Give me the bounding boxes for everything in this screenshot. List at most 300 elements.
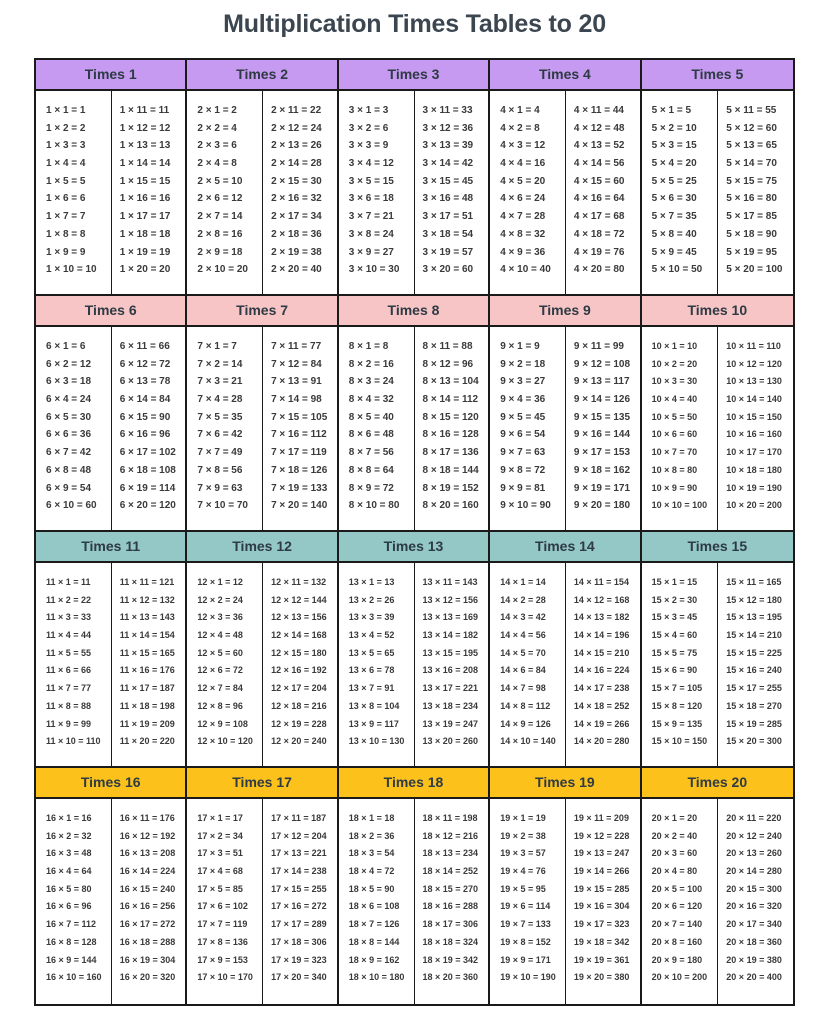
times-table-header: Times 6 <box>36 296 185 327</box>
equation: 2 × 17 = 34 <box>271 211 322 223</box>
equation: 17 × 15 = 255 <box>271 883 327 894</box>
equation: 12 × 20 = 240 <box>271 736 327 747</box>
times-table-body <box>642 327 793 530</box>
equation: 12 × 9 = 108 <box>197 718 248 729</box>
equation: 11 × 11 = 121 <box>119 577 175 587</box>
equation: 8 × 19 = 152 <box>422 482 479 494</box>
times-table-header: Times 2 <box>187 60 336 91</box>
equation: 11 × 19 = 209 <box>119 718 175 729</box>
equation: 13 × 14 = 182 <box>422 630 479 641</box>
equation: 1 × 10 = 10 <box>46 264 97 276</box>
equation: 6 × 15 = 90 <box>119 411 171 423</box>
times-table-body <box>36 327 185 530</box>
equation: 3 × 16 = 48 <box>422 193 474 205</box>
equation: 16 × 2 = 32 <box>46 830 92 841</box>
equation: 4 × 12 = 48 <box>573 122 625 134</box>
equation: 9 × 17 = 153 <box>573 447 631 459</box>
equation: 2 × 20 = 40 <box>271 264 322 276</box>
equation: 7 × 12 = 84 <box>271 358 322 370</box>
times-table-column-right <box>111 563 186 766</box>
times-table-column-left <box>187 91 262 294</box>
equation: 1 × 20 = 20 <box>119 264 171 276</box>
equation: 16 × 12 = 192 <box>119 830 176 841</box>
times-table-header: Times 15 <box>642 532 793 563</box>
equation: 13 × 20 = 260 <box>422 736 479 747</box>
equation: 14 × 19 = 266 <box>573 718 630 729</box>
times-table-4 <box>490 60 641 296</box>
equation: 12 × 19 = 228 <box>271 718 327 729</box>
equation: 10 × 11 = 110 <box>726 341 781 351</box>
equation: 10 × 10 = 100 <box>651 500 708 511</box>
equation: 9 × 18 = 162 <box>573 464 631 476</box>
equation: 11 × 17 = 187 <box>119 683 175 694</box>
times-table-header: Times 9 <box>490 296 639 327</box>
equation: 1 × 11 = 11 <box>119 105 170 116</box>
times-table-14 <box>490 532 641 768</box>
times-table-column-right <box>717 799 793 1004</box>
equation: 9 × 2 = 18 <box>500 358 546 370</box>
equation: 3 × 19 = 57 <box>422 246 474 258</box>
equation: 10 × 9 = 90 <box>651 482 698 493</box>
times-table-column-left <box>36 799 111 1004</box>
equation: 7 × 3 = 21 <box>197 376 243 388</box>
equation: 12 × 1 = 12 <box>197 577 243 587</box>
times-table-5 <box>642 60 793 296</box>
equation: 10 × 20 = 200 <box>726 500 782 511</box>
equation: 4 × 8 = 32 <box>500 228 546 240</box>
equation: 4 × 17 = 68 <box>573 211 625 223</box>
equation: 5 × 19 = 95 <box>726 246 777 258</box>
equation: 14 × 1 = 14 <box>500 577 546 587</box>
times-table-header: Times 10 <box>642 296 793 327</box>
times-table-9 <box>490 296 641 532</box>
times-table-body <box>339 799 488 1004</box>
equation: 19 × 4 = 76 <box>500 866 546 877</box>
equation: 12 × 13 = 156 <box>271 612 327 623</box>
equation: 2 × 13 = 26 <box>271 140 322 152</box>
equation: 15 × 11 = 165 <box>726 577 782 587</box>
equation: 19 × 15 = 285 <box>573 883 630 894</box>
times-table-body <box>490 91 639 294</box>
equation: 7 × 13 = 91 <box>271 376 322 388</box>
times-table-header: Times 3 <box>339 60 488 91</box>
equation: 16 × 7 = 112 <box>46 919 97 930</box>
equation: 15 × 2 = 30 <box>651 594 698 605</box>
equation: 19 × 6 = 114 <box>500 901 551 912</box>
times-table-body <box>187 91 336 294</box>
equation: 20 × 4 = 80 <box>651 866 698 877</box>
times-table-1 <box>36 60 187 296</box>
equation: 9 × 1 = 9 <box>500 341 540 352</box>
equation: 11 × 8 = 88 <box>46 700 92 711</box>
equation: 19 × 17 = 323 <box>573 919 630 930</box>
equation: 13 × 17 = 221 <box>422 683 479 694</box>
equation: 18 × 6 = 108 <box>348 901 400 912</box>
equation: 18 × 10 = 180 <box>348 972 405 983</box>
equation: 5 × 16 = 80 <box>726 193 777 205</box>
equation: 3 × 1 = 3 <box>348 105 389 116</box>
equation: 8 × 13 = 104 <box>422 376 479 388</box>
equation: 12 × 15 = 180 <box>271 647 327 658</box>
equation: 15 × 7 = 105 <box>651 683 703 694</box>
equation: 16 × 15 = 240 <box>119 883 176 894</box>
equation: 5 × 13 = 65 <box>726 140 777 152</box>
times-table-column-left <box>490 327 565 530</box>
equation: 14 × 3 = 42 <box>500 612 546 623</box>
equation: 18 × 14 = 252 <box>422 866 479 877</box>
equation: 9 × 15 = 135 <box>573 411 631 423</box>
equation: 15 × 1 = 15 <box>651 577 698 587</box>
equation: 15 × 19 = 285 <box>726 718 782 729</box>
equation: 19 × 18 = 342 <box>573 936 630 947</box>
equation: 16 × 17 = 272 <box>119 919 176 930</box>
equation: 6 × 7 = 42 <box>46 447 92 459</box>
equation: 11 × 7 = 77 <box>46 683 92 694</box>
times-table-16 <box>36 768 187 1004</box>
times-table-column-left <box>490 91 565 294</box>
equation: 5 × 4 = 20 <box>651 158 697 170</box>
times-table-2 <box>187 60 338 296</box>
equation: 19 × 10 = 190 <box>500 972 556 983</box>
times-table-column-right <box>414 799 489 1004</box>
equation: 18 × 17 = 306 <box>422 919 479 930</box>
equation: 4 × 6 = 24 <box>500 193 546 205</box>
equation: 1 × 3 = 3 <box>46 140 86 152</box>
times-table-17 <box>187 768 338 1004</box>
equation: 6 × 2 = 12 <box>46 358 92 370</box>
equation: 9 × 5 = 45 <box>500 411 546 423</box>
equation: 12 × 3 = 36 <box>197 612 243 623</box>
equation: 14 × 16 = 224 <box>573 665 630 676</box>
equation: 7 × 18 = 126 <box>271 464 328 476</box>
equation: 2 × 15 = 30 <box>271 175 322 187</box>
equation: 18 × 4 = 72 <box>348 866 395 877</box>
equation: 6 × 13 = 78 <box>119 376 171 388</box>
equation: 2 × 3 = 6 <box>197 140 237 152</box>
equation: 13 × 10 = 130 <box>348 736 405 747</box>
equation: 18 × 8 = 144 <box>348 936 400 947</box>
equation: 9 × 6 = 54 <box>500 429 546 441</box>
equation: 10 × 3 = 30 <box>651 376 698 387</box>
equation: 18 × 9 = 162 <box>348 954 400 965</box>
equation: 6 × 20 = 120 <box>119 500 176 512</box>
equation: 5 × 15 = 75 <box>726 175 777 187</box>
equation: 7 × 4 = 28 <box>197 394 243 406</box>
equation: 11 × 13 = 143 <box>119 612 175 623</box>
equation: 13 × 6 = 78 <box>348 665 395 676</box>
equation: 13 × 9 = 117 <box>348 718 399 729</box>
equation: 12 × 6 = 72 <box>197 665 243 676</box>
equation: 8 × 2 = 16 <box>348 358 394 370</box>
times-table-column-left <box>490 563 565 766</box>
times-table-column-left <box>339 327 414 530</box>
equation: 10 × 17 = 170 <box>726 447 782 458</box>
equation: 9 × 3 = 27 <box>500 376 546 388</box>
equation: 9 × 14 = 126 <box>573 394 631 406</box>
equation: 10 × 13 = 130 <box>726 376 782 387</box>
equation: 8 × 3 = 24 <box>348 376 394 388</box>
times-table-header: Times 17 <box>187 768 336 799</box>
equation: 3 × 10 = 30 <box>348 264 400 276</box>
times-table-body <box>187 563 336 766</box>
equation: 4 × 1 = 4 <box>500 105 540 116</box>
equation: 11 × 16 = 176 <box>119 665 175 676</box>
equation: 11 × 4 = 44 <box>46 630 92 641</box>
equation: 17 × 5 = 85 <box>197 883 243 894</box>
times-table-7 <box>187 296 338 532</box>
equation: 3 × 4 = 12 <box>348 158 394 170</box>
equation: 14 × 18 = 252 <box>573 700 630 711</box>
equation: 18 × 15 = 270 <box>422 883 479 894</box>
times-table-column-left <box>339 563 414 766</box>
equation: 6 × 18 = 108 <box>119 464 176 476</box>
equation: 14 × 14 = 196 <box>573 630 630 641</box>
equation: 8 × 7 = 56 <box>348 447 394 459</box>
equation: 19 × 13 = 247 <box>573 848 630 859</box>
equation: 20 × 6 = 120 <box>651 901 703 912</box>
equation: 17 × 18 = 306 <box>271 936 327 947</box>
equation: 3 × 15 = 45 <box>422 175 474 187</box>
equation: 12 × 16 = 192 <box>271 665 327 676</box>
equation: 4 × 7 = 28 <box>500 211 546 223</box>
equation: 15 × 17 = 255 <box>726 683 782 694</box>
equation: 20 × 19 = 380 <box>726 954 782 965</box>
equation: 3 × 6 = 18 <box>348 193 394 205</box>
equation: 19 × 16 = 304 <box>573 901 630 912</box>
times-table-body <box>36 799 185 1004</box>
times-table-column-right <box>717 327 793 530</box>
equation: 8 × 17 = 136 <box>422 447 479 459</box>
equation: 1 × 19 = 19 <box>119 246 171 258</box>
equation: 14 × 12 = 168 <box>573 594 630 605</box>
equation: 20 × 13 = 260 <box>726 848 782 859</box>
equation: 9 × 4 = 36 <box>500 394 546 406</box>
equation: 10 × 5 = 50 <box>651 411 698 422</box>
equation: 15 × 4 = 60 <box>651 630 698 641</box>
equation: 18 × 13 = 234 <box>422 848 479 859</box>
equation: 8 × 9 = 72 <box>348 482 394 494</box>
equation: 17 × 2 = 34 <box>197 830 243 841</box>
equation: 3 × 9 = 27 <box>348 246 394 258</box>
equation: 7 × 15 = 105 <box>271 411 328 423</box>
equation: 19 × 3 = 57 <box>500 848 546 859</box>
times-table-body <box>490 563 639 766</box>
equation: 12 × 11 = 132 <box>271 577 327 587</box>
equation: 17 × 13 = 221 <box>271 848 327 859</box>
equation: 16 × 16 = 256 <box>119 901 176 912</box>
times-table-19 <box>490 768 641 1004</box>
equation: 20 × 14 = 280 <box>726 866 782 877</box>
times-table-body <box>642 91 793 294</box>
equation: 15 × 5 = 75 <box>651 647 698 658</box>
equation: 14 × 2 = 28 <box>500 594 546 605</box>
equation: 3 × 11 = 33 <box>422 105 473 116</box>
equation: 4 × 10 = 40 <box>500 264 551 276</box>
equation: 5 × 8 = 40 <box>651 228 697 240</box>
equation: 12 × 5 = 60 <box>197 647 243 658</box>
equation: 5 × 7 = 35 <box>651 211 697 223</box>
times-table-header: Times 16 <box>36 768 185 799</box>
equation: 2 × 7 = 14 <box>197 211 243 223</box>
equation: 15 × 6 = 90 <box>651 665 698 676</box>
equation: 18 × 16 = 288 <box>422 901 479 912</box>
equation: 2 × 9 = 18 <box>197 246 243 258</box>
equation: 6 × 19 = 114 <box>119 482 176 494</box>
equation: 3 × 8 = 24 <box>348 228 394 240</box>
times-table-column-left <box>642 799 718 1004</box>
equation: 10 × 2 = 20 <box>651 358 698 369</box>
equation: 1 × 8 = 8 <box>46 228 86 240</box>
equation: 3 × 12 = 36 <box>422 122 474 134</box>
equation: 14 × 7 = 98 <box>500 683 546 694</box>
times-table-8 <box>339 296 490 532</box>
times-table-6 <box>36 296 187 532</box>
times-table-header: Times 8 <box>339 296 488 327</box>
times-table-column-left <box>36 327 111 530</box>
equation: 12 × 18 = 216 <box>271 700 327 711</box>
times-table-3 <box>339 60 490 296</box>
equation: 4 × 19 = 76 <box>573 246 625 258</box>
equation: 18 × 2 = 36 <box>348 830 395 841</box>
equation: 20 × 16 = 320 <box>726 901 782 912</box>
times-table-header: Times 20 <box>642 768 793 799</box>
equation: 6 × 6 = 36 <box>46 429 92 441</box>
equation: 14 × 20 = 280 <box>573 736 630 747</box>
equation: 6 × 11 = 66 <box>119 341 170 352</box>
equation: 2 × 1 = 2 <box>197 105 237 116</box>
equation: 6 × 4 = 24 <box>46 394 92 406</box>
equation: 20 × 18 = 360 <box>726 936 782 947</box>
equation: 1 × 4 = 4 <box>46 158 86 170</box>
equation: 13 × 7 = 91 <box>348 683 395 694</box>
equation: 9 × 7 = 63 <box>500 447 546 459</box>
equation: 4 × 15 = 60 <box>573 175 625 187</box>
equation: 17 × 8 = 136 <box>197 936 248 947</box>
equation: 4 × 9 = 36 <box>500 246 546 258</box>
equation: 7 × 20 = 140 <box>271 500 328 512</box>
equation: 6 × 1 = 6 <box>46 341 86 352</box>
equation: 1 × 9 = 9 <box>46 246 86 258</box>
times-table-column-right <box>414 563 489 766</box>
equation: 8 × 18 = 144 <box>422 464 479 476</box>
equation: 13 × 4 = 52 <box>348 630 395 641</box>
equation: 6 × 17 = 102 <box>119 447 176 459</box>
equation: 5 × 14 = 70 <box>726 158 777 170</box>
equation: 20 × 8 = 160 <box>651 936 703 947</box>
equation: 12 × 4 = 48 <box>197 630 243 641</box>
equation: 15 × 20 = 300 <box>726 736 782 747</box>
equation: 4 × 16 = 64 <box>573 193 625 205</box>
equation: 13 × 15 = 195 <box>422 647 479 658</box>
equation: 5 × 10 = 50 <box>651 264 703 276</box>
equation: 17 × 4 = 68 <box>197 866 243 877</box>
equation: 19 × 9 = 171 <box>500 954 551 965</box>
equation: 8 × 10 = 80 <box>348 500 400 512</box>
times-table-column-right <box>262 799 337 1004</box>
equation: 12 × 8 = 96 <box>197 700 243 711</box>
equation: 13 × 12 = 156 <box>422 594 479 605</box>
times-table-column-left <box>187 327 262 530</box>
equation: 8 × 4 = 32 <box>348 394 394 406</box>
equation: 13 × 11 = 143 <box>422 577 478 587</box>
times-table-header: Times 12 <box>187 532 336 563</box>
times-table-column-left <box>642 563 718 766</box>
equation: 1 × 15 = 15 <box>119 175 171 187</box>
times-table-body <box>339 327 488 530</box>
times-table-body <box>339 91 488 294</box>
equation: 10 × 6 = 60 <box>651 429 698 440</box>
equation: 8 × 5 = 40 <box>348 411 394 423</box>
equation: 10 × 19 = 190 <box>726 482 782 493</box>
equation: 20 × 11 = 220 <box>726 813 782 823</box>
equation: 19 × 1 = 19 <box>500 813 546 823</box>
equation: 6 × 9 = 54 <box>46 482 92 494</box>
times-table-12 <box>187 532 338 768</box>
equation: 14 × 10 = 140 <box>500 736 556 747</box>
times-table-column-right <box>414 91 489 294</box>
equation: 6 × 14 = 84 <box>119 394 171 406</box>
equation: 3 × 14 = 42 <box>422 158 474 170</box>
equation: 4 × 4 = 16 <box>500 158 546 170</box>
equation: 13 × 18 = 234 <box>422 700 479 711</box>
times-table-body <box>187 327 336 530</box>
equation: 5 × 12 = 60 <box>726 122 777 134</box>
times-table-column-left <box>642 327 718 530</box>
times-table-column-right <box>111 327 186 530</box>
equation: 18 × 3 = 54 <box>348 848 395 859</box>
equation: 5 × 17 = 85 <box>726 211 777 223</box>
equation: 9 × 9 = 81 <box>500 482 546 494</box>
times-table-header: Times 13 <box>339 532 488 563</box>
equation: 4 × 20 = 80 <box>573 264 625 276</box>
equation: 10 × 4 = 40 <box>651 394 698 405</box>
equation: 15 × 3 = 45 <box>651 612 698 623</box>
times-table-header: Times 19 <box>490 768 639 799</box>
equation: 16 × 18 = 288 <box>119 936 176 947</box>
equation: 8 × 16 = 128 <box>422 429 479 441</box>
equation: 5 × 1 = 5 <box>651 105 692 116</box>
equation: 20 × 17 = 340 <box>726 919 782 930</box>
equation: 13 × 13 = 169 <box>422 612 479 623</box>
equation: 10 × 15 = 150 <box>726 411 782 422</box>
times-table-column-left <box>187 799 262 1004</box>
equation: 7 × 19 = 133 <box>271 482 328 494</box>
equation: 17 × 10 = 170 <box>197 972 253 983</box>
equation: 14 × 17 = 238 <box>573 683 630 694</box>
times-table-11 <box>36 532 187 768</box>
equation: 14 × 15 = 210 <box>573 647 630 658</box>
equation: 6 × 12 = 72 <box>119 358 171 370</box>
equation: 1 × 13 = 13 <box>119 140 171 152</box>
times-table-column-right <box>262 91 337 294</box>
equation: 14 × 6 = 84 <box>500 665 546 676</box>
equation: 4 × 18 = 72 <box>573 228 625 240</box>
times-table-column-left <box>339 91 414 294</box>
equation: 12 × 12 = 144 <box>271 594 327 605</box>
times-table-20 <box>642 768 793 1004</box>
equation: 20 × 5 = 100 <box>651 883 703 894</box>
equation: 16 × 20 = 320 <box>119 972 176 983</box>
equation: 4 × 3 = 12 <box>500 140 546 152</box>
times-table-column-right <box>262 563 337 766</box>
equation: 7 × 8 = 56 <box>197 464 243 476</box>
equation: 3 × 7 = 21 <box>348 211 394 223</box>
times-table-column-right <box>111 91 186 294</box>
equation: 18 × 5 = 90 <box>348 883 395 894</box>
equation: 2 × 5 = 10 <box>197 175 243 187</box>
equation: 11 × 20 = 220 <box>119 736 175 747</box>
equation: 1 × 17 = 17 <box>119 211 171 223</box>
